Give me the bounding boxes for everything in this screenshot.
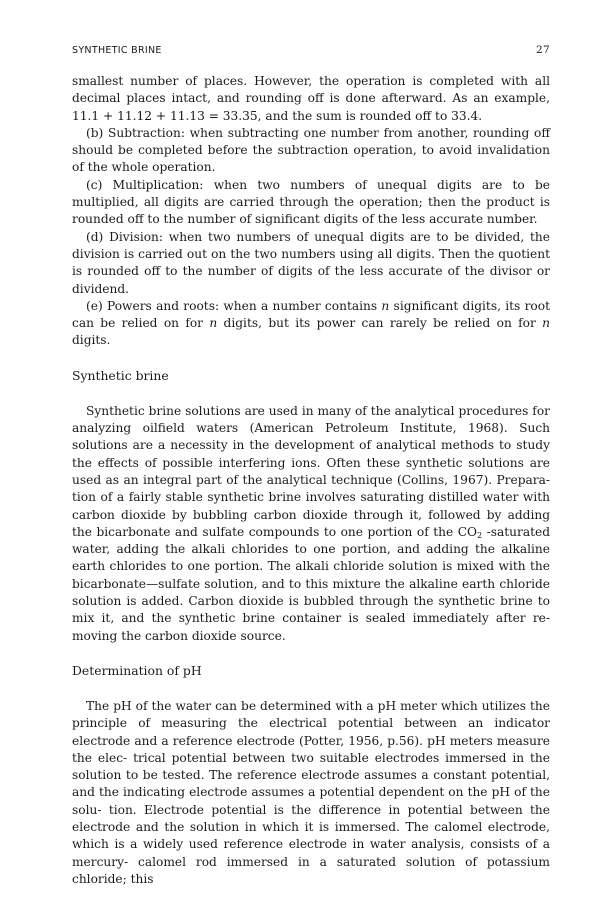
paragraph-ph-meter: The pH of the water can be determined with a pH meter which utilizes the principle of measuring the electrical potential between an indicator electrode and a reference electrode (Potter, 1956, p.56). pH meters measure the elec- trical potential between two suitable electrodes immersed in the solution to be tested. The reference electrode assumes a constant potential, and the indicating electrode assumes a potential dependent on the pH of the solu- tion. Electrode potential is the difference in potential between the electrode and the solution in which it is immersed. The calomel electrode, which is a widely used reference electrode in water analysis, consists of a mercury- calomel rod immersed in a saturated solution of potassium chloride; this — [72, 698, 550, 886]
text-run: digits, but its power can rarely be relied on for — [217, 316, 543, 331]
page-number: 27 — [536, 44, 550, 56]
paragraph-synthetic-brine — [72, 403, 550, 645]
paragraph-division: (d) Division: when two numbers of unequal digits are to be divided, the division is carried out on the two numbers using all digits. Then the quotient is rounded off to the number of digits of the less accurate of the divisor or dividend. — [72, 229, 550, 296]
running-header — [72, 44, 550, 56]
section-heading-determination-ph: Determination of pH — [72, 662, 202, 678]
paragraph-multiplication: (c) Multiplication: when two numbers of unequal digits are to be multiplied, all digits are carried through the operation; then the product is rounded off to the number of significant digits of the less accurate number. — [72, 177, 550, 227]
paragraph-powers-roots — [72, 298, 550, 350]
section-heading-synthetic-brine: Synthetic brine — [72, 367, 169, 383]
paragraph-subtraction: (b) Subtraction: when subtracting one number from another, rounding off should be completed before the subtraction operation, to avoid invalidation of the whole operation. — [72, 125, 550, 175]
text-run: significant digits, its root can be relied on for — [72, 298, 550, 331]
italic-n: n — [542, 316, 550, 331]
italic-n: n — [209, 316, 218, 331]
italic-n: n — [381, 298, 390, 313]
running-title: SYNTHETIC BRINE — [72, 45, 162, 56]
text-run: -saturated water, adding the alkali chlorides to one portion, and adding the alkaline earth chlorides to one portion. The alkali chloride solution is mixed with the bicarbonate—sulfate solution, and to this mixture the alkaline earth chloride solution is added. Carbon dioxide is bubbled through the synthetic brine to mix it, and the synthetic brine container is sealed immediately after re- moving the carbon dioxide source. — [72, 524, 550, 643]
subscript-2: 2 — [477, 530, 483, 540]
paragraph-rounding-example: smallest number of places. However, the operation is completed with all decimal places intact, and rounding off is done afterward. As an example, 11.1 + 11.12 + 11.13 = 33.35, and the sum is rounded off to 33.4. — [72, 74, 550, 123]
text-run: (e) Powers and roots: when a number contains — [86, 298, 382, 313]
page — [72, 44, 550, 888]
text-run: digits. — [72, 333, 111, 348]
text-run: Synthetic brine solutions are used in many of the analytical procedures for analyzing oilfield waters (American Petroleum Institute, 1968). Such solutions are a necessity in the development of analytical methods to study the effects of possible interfering ions. Often these synthetic solutions are used as an integral part of the analytical technique (Collins, 1967). Prepara- tion of a fairly stable synthetic brine involves saturating distilled water with carbon dioxide by bubbling carbon dioxide through it, followed by adding the bicarbonate and sulfate compounds to one portion of the CO — [72, 403, 550, 539]
